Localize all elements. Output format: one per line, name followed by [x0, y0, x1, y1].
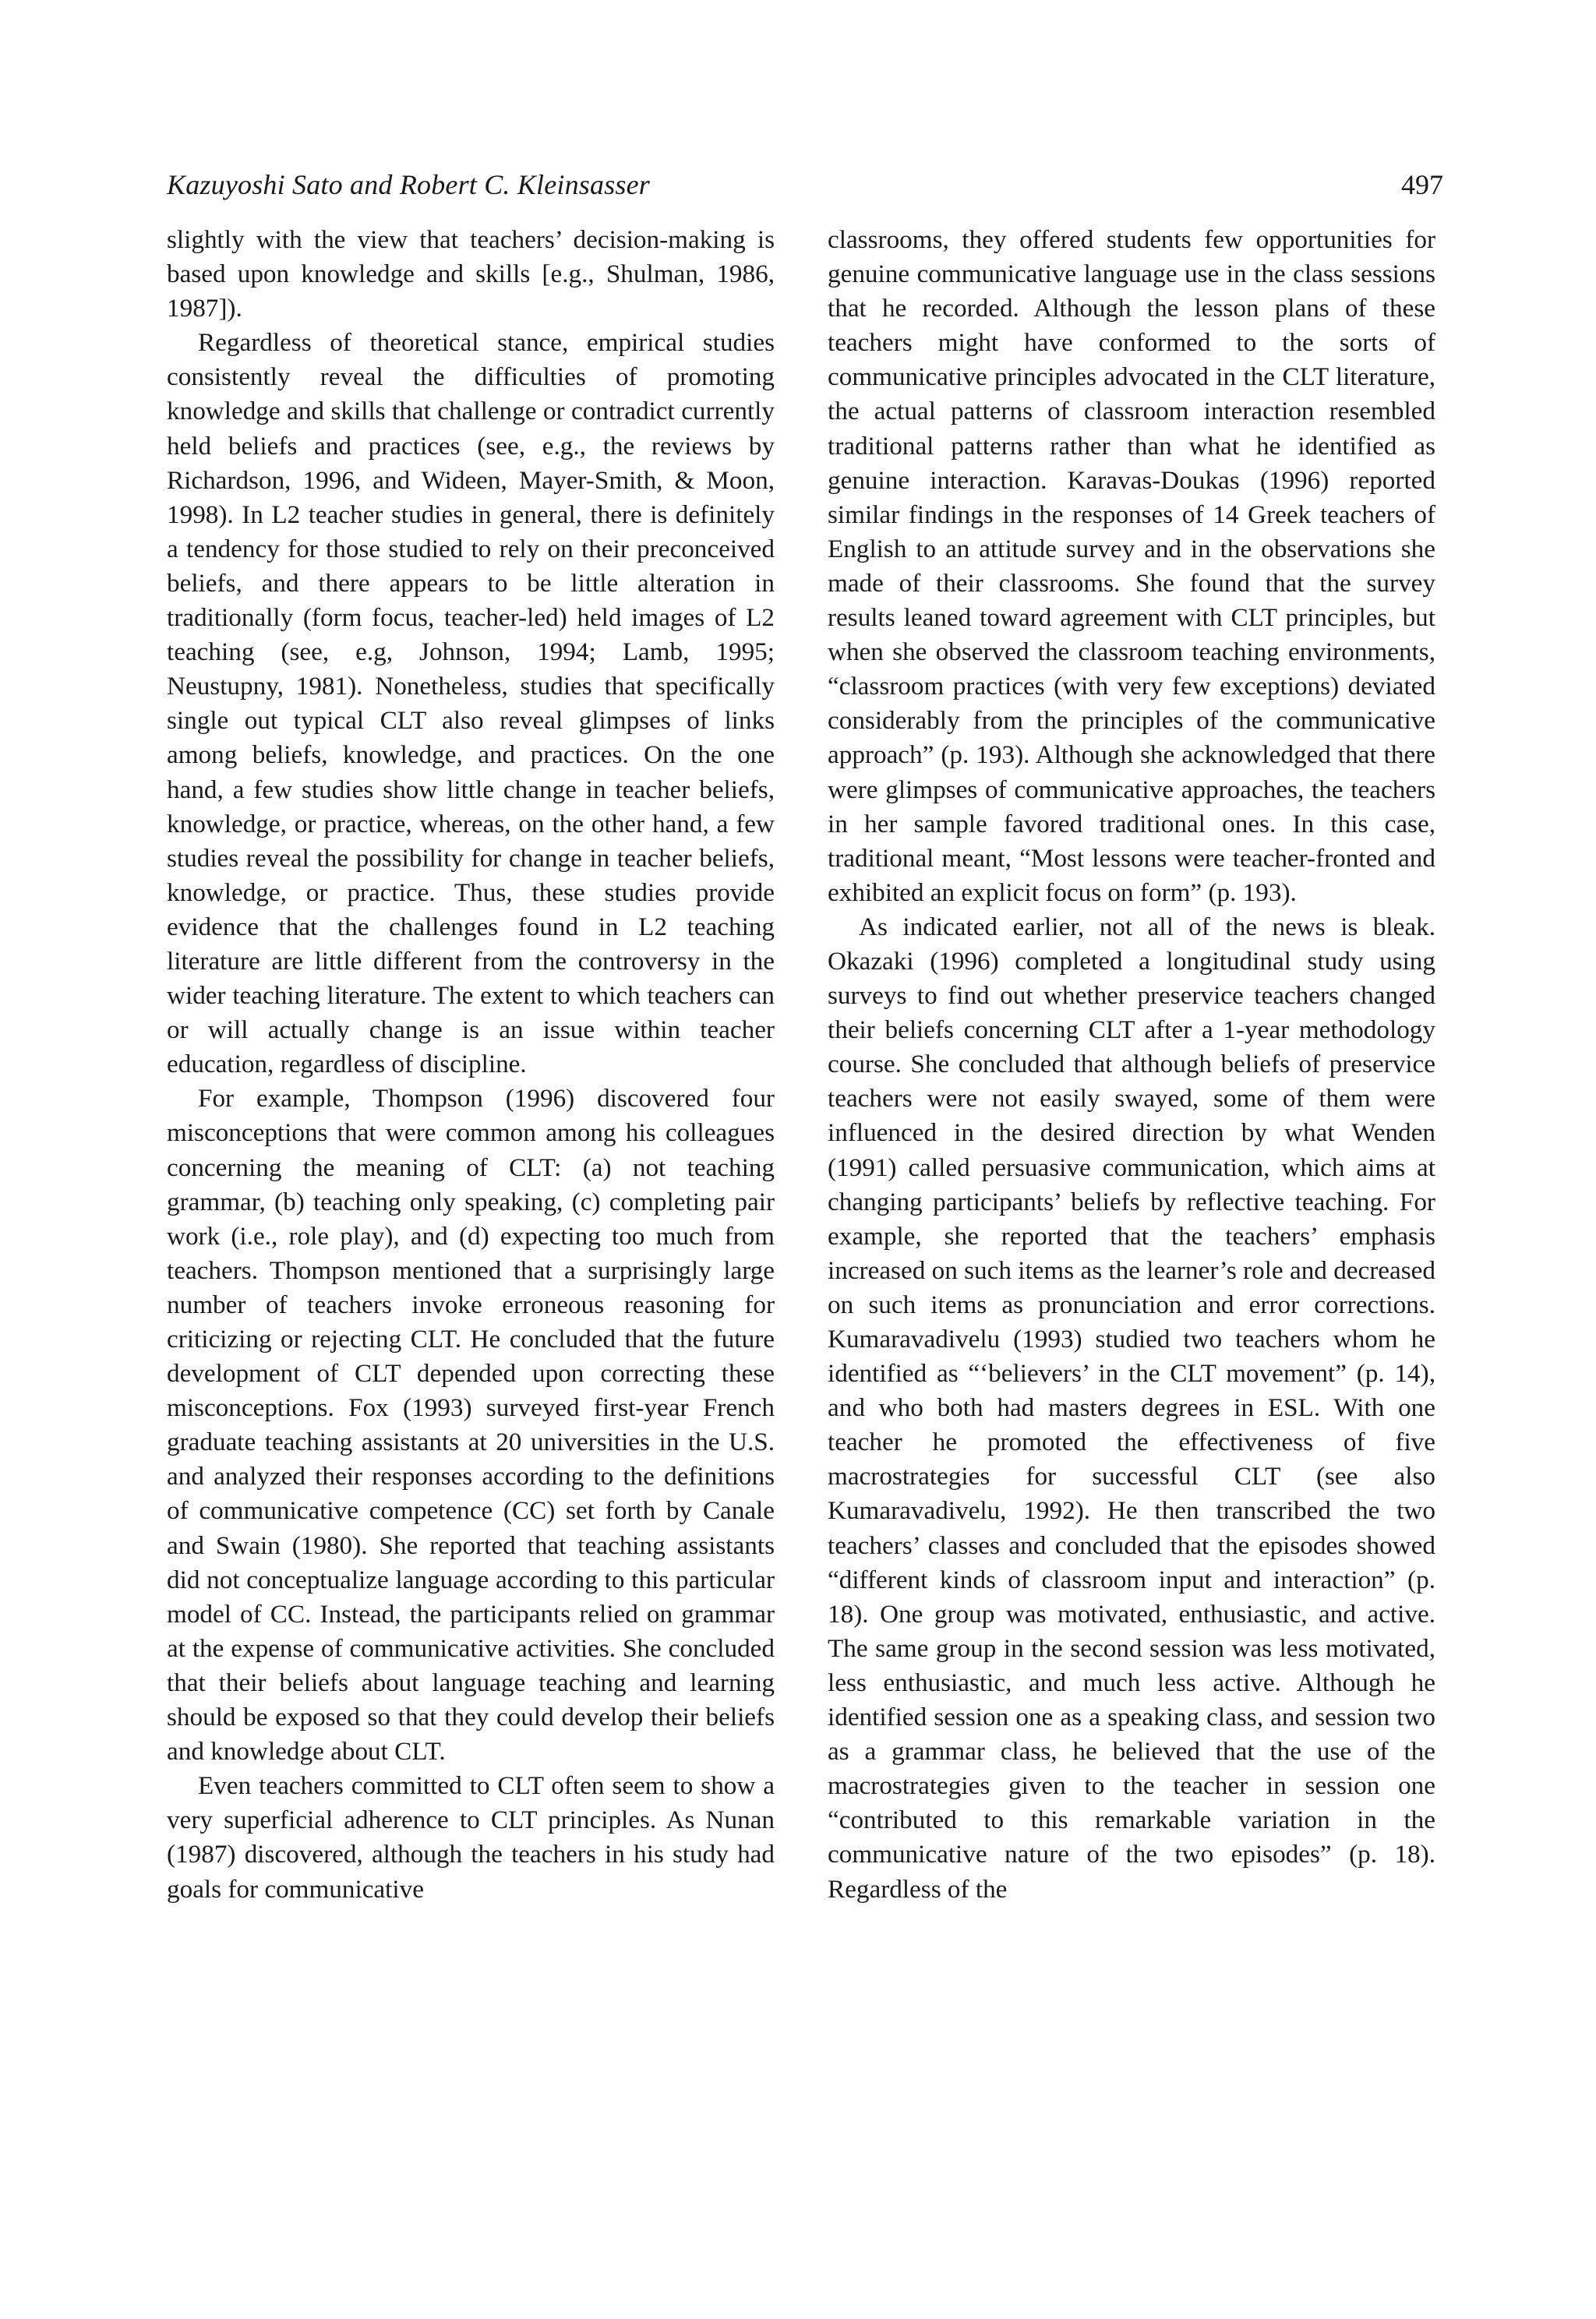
paragraph: As indicated earlier, not all of the news is bleak. Okazaki (1996) completed a longitudinal study using surveys to find out whether preservice teachers changed their beliefs concerning CLT after a 1-year methodology course. She concluded that although beliefs of preservice teachers were not easily swayed, some of them were influenced in the desired direction by what Wenden (1991) called persuasive communication, which aims at changing participants’ beliefs by reflective teaching. For example, she reported that the teachers’ emphasis increased on such items as the learner’s role and decreased on such items as pronunciation and error corrections. Kumaravadivelu (1993) studied two teachers whom he identified as “‘believers’ in the CLT movement” (p. 14), and who both had masters degrees in ESL. With one teacher he promoted the effectiveness of five macrostrategies for successful CLT (see also Kumaravadivelu, 1992). He then transcribed the two teachers’ classes and concluded that the episodes showed “different kinds of classroom input and interaction” (p. 18). One group was motivated, enthusiastic, and active. The same group in the second session was less motivated, less enthusiastic, and much less active. Although he identified session one as a speaking class, and session two as a grammar class, he believed that the use of the macrostrategies given to the teacher in session one “contributed to this remarkable variation in the communicative nature of the two episodes” (p. 18). Regardless of the	[828, 912, 1435, 1904]
paragraph: For example, Thompson (1996) discovered four misconceptions that were common among his colleagues concerning the meaning of CLT: (a) not teaching grammar, (b) teaching only speaking, (c) completing pair work (i.e., role play), and (d) expecting too much from teachers. Thompson mentioned that a surprisingly large number of teachers invoke erroneous reasoning for criticizing or rejecting CLT. He concluded that the future development of CLT depended upon correcting these misconceptions. Fox (1993) surveyed first-year French graduate teaching assistants at 20 universities in the U.S. and analyzed their responses according to the definitions of communicative competence (CC) set forth by Canale and Swain (1980). She reported that teaching assistants did not conceptualize language according to this particular model of CC. Instead, the participants relied on grammar at the expense of communicative activities. She concluded that their beliefs about language teaching and learning should be exposed so that they could develop their beliefs and knowledge about CLT.	[167, 1084, 775, 1767]
paragraph: Even teachers committed to CLT often seem to show a very superficial adherence to CLT principles. As Nunan (1987) discovered, although the teachers in his study had goals for communicative	[167, 1771, 775, 1904]
right-column	[828, 223, 1435, 1907]
paragraph: slightly with the view that teachers’ decision-making is based upon knowledge and skills [e.g., Shulman, 1986, 1987]).	[167, 225, 775, 323]
paragraph: Regardless of theoretical stance, empirical studies consistently reveal the difficulties of promoting knowledge and skills that challenge or contradict currently held beliefs and practices (see, e.g., the reviews by Richardson, 1996, and Wideen, Mayer-Smith, & Moon, 1998). In L2 teacher studies in general, there is definitely a tendency for those studied to rely on their preconceived beliefs, and there appears to be little alteration in traditionally (form focus, teacher-led) held images of L2 teaching (see, e.g, Johnson, 1994; Lamb, 1995; Neustupny, 1981). Nonetheless, studies that specifically single out typical CLT also reveal glimpses of links among beliefs, knowledge, and practices. On the one hand, a few studies show little change in teacher beliefs, knowledge, or practice, whereas, on the other hand, a few studies reveal the possibility for change in teacher beliefs, knowledge, or practice. Thus, these studies provide evidence that the challenges found in L2 teaching literature are little different from the controversy in the wider teaching literature. The extent to which teachers can or will actually change is an issue within teacher education, regardless of discipline.	[167, 328, 775, 1079]
left-column	[167, 223, 775, 1907]
paragraph: classrooms, they offered students few opportunities for genuine communicative language use in the class sessions that he recorded. Although the lesson plans of these teachers might have conformed to the sorts of communicative principles advocated in the CLT literature, the actual patterns of classroom interaction resembled traditional patterns rather than what he identified as genuine interaction. Karavas-Doukas (1996) reported similar findings in the responses of 14 Greek teachers of English to an attitude survey and in the observations she made of their classrooms. She found that the survey results leaned toward agreement with CLT principles, but when she observed the classroom teaching environments, “classroom practices (with very few exceptions) deviated considerably from the principles of the communicative approach” (p. 193). Although she acknowledged that there were glimpses of communicative approaches, the teachers in her sample favored traditional ones. In this case, traditional meant, “Most lessons were teacher-fronted and exhibited an explicit focus on form” (p. 193).	[828, 225, 1435, 907]
running-head: Kazuyoshi Sato and Robert C. Kleinsasser	[167, 169, 651, 200]
page-number: 497	[1401, 169, 1443, 200]
